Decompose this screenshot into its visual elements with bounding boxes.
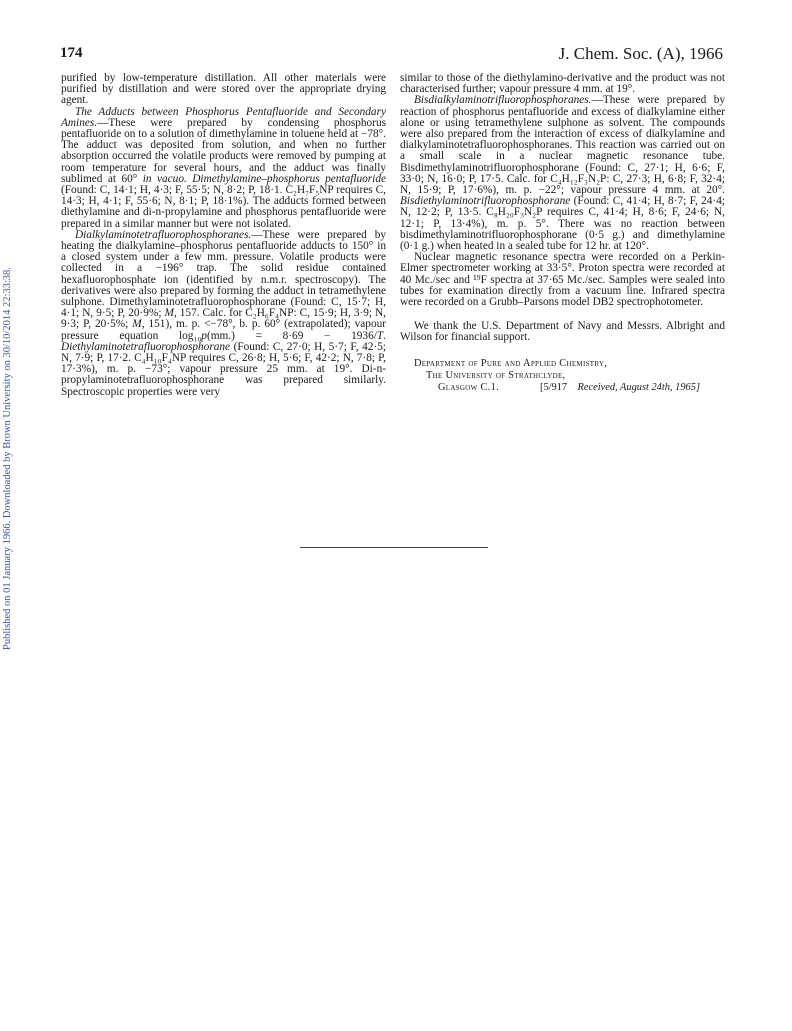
ref-number-text: [5/917 [540, 381, 568, 393]
paragraph: purified by low-temperature distillation. All other materials were purified by distillation and were stored over the appropriate drying agent. [61, 72, 386, 107]
section-heading: The Adducts between Phosphorus Pentafluoride and Secondary Amines. [61, 105, 386, 129]
paragraph-text: (Found: C, 27·0; H, 5·7; F, 42·5; N, 7·9; P, 17·2. C₄H₁₀F₄NP requires C, 26·8; H, 5·6; F, 42·2; N, 7·8; P, 17·3%), m. p. −73°; vapour pressure 25 mm. at 19°. Di-n-propylaminotetrafluorophosphorane was prepared similarly. Spectroscopic properties were very [61, 340, 386, 398]
received-date: Received, August 24th, 1965] [577, 381, 700, 393]
section-heading: Dialkylaminotetrafluorophosphoranes. [75, 228, 252, 241]
page-number: 174 [60, 45, 83, 61]
symbol: T [376, 329, 384, 342]
paragraph-text: —These were prepared by condensing phosphorus pentafluoride on to a solution of dimethylamine in toluene held at −78°. The adduct was deposited from solution, and when no further absorption occurred the volatile products were removed by pumping at room temperature for several hours, and the adduct was finally sublimed at 60° [61, 116, 386, 185]
right-column [400, 73, 725, 394]
paragraph-text: (Found: C, 41·4; H, 8·7; F, 24·4; N, 12·2; P, 13·5. C₈H₂₀F₃N₂P requires C, 41·4; H, 8·6; F, 24·6; N, 12·1; P, 13·4%), m. p. 5°. There was no reaction between bisdimethylaminotrifluorophosphorane (0·5 g.) and dimethylamine (0·1 g.) when heated in a sealed tube for 12 hr. at 120°. [400, 195, 725, 253]
paragraph: similar to those of the diethylamino-derivative and the product was not characterised further; vapour pressure 4 mm. at 19°. [400, 72, 725, 96]
address-row [400, 382, 725, 394]
address-line: Glasgow C.1. [438, 381, 499, 393]
acknowledgement: We thank the U.S. Department of Navy and Messrs. Albright and Wilson for financial support. [400, 320, 725, 344]
section-heading: Bisdialkylaminotrifluorophosphoranes. [414, 94, 592, 107]
paragraph-trifluoro [400, 95, 725, 252]
paragraph-text: (Found: C, 14·1; H, 4·3; F, 55·5; N, 8·2; P, 18·1. C₂H₇F₅NP requires C, 14·3; H, 4·1; F, 55·6; N, 8·1; P, 18·1%). The adducts formed between diethylamine and di-n-propylamine and phosphorus pentafluoride were prepared in a similar manner but were not isolated. [61, 184, 386, 230]
journal-title: J. Chem. Soc. (A), 1966 [558, 44, 723, 63]
address-line: The University of Strathclyde, [426, 369, 566, 381]
author-address [400, 358, 725, 394]
compound-name: Bisdiethylaminotrifluorophosphorane [400, 195, 571, 208]
paragraph-tetrafluoro [61, 230, 386, 398]
paragraph-text: (mm.) = 8·69 − 1936/ [206, 329, 377, 342]
download-stamp [2, 170, 16, 650]
end-rule [300, 547, 488, 548]
left-column [61, 73, 386, 398]
symbol: M [164, 307, 174, 320]
paragraph-text: —These were prepared by heating the dialkylamine–phosphorus pentafluoride adducts to 150° in a closed system under a few mm. pressure. Volatile products were collected in a −196° trap. The solid residue contained hexafluorophosphate ion (identified by n.m.r. spectroscopy). The derivatives were also prepared by forming the adduct in tetramethylene sulphone. Dimethylaminotetrafluorophosphorane (Found: C, 15·7; H, 4·1; N, 9·5; P, 20·9%; [61, 228, 386, 320]
italic-term: in vacuo. [142, 172, 187, 185]
compound-name: Dimethylamine–phosphorus pentafluoride [186, 172, 386, 185]
symbol: p [201, 329, 207, 342]
paragraph-text: —These were prepared by reaction of phosphorus pentafluoride and excess of dialkylamine either alone or using tetramethylene sulphone as solvent. The compounds were also prepared from the interaction of excess of dialkylamine and dialkylaminotetrafluorophosphoranes. This reaction was carried out on a small scale in a nuclear magnetic resonance tube. Bisdimethylaminotrifluorophosphorane (Found: C, 27·1; H, 6·6; F, 33·0; N, 16·0; P, 17·5. Calc. for C₄H₁₂F₃N₂P: C, 27·3; H, 6·8; F, 32·4; N, 15·9; P, 17·6%), m. p. −22°; vapour pressure 4 mm. at 20°. [400, 94, 725, 197]
paragraph-text: , 157. Calc. for C₂H₆F₄NP: C, 15·9; H, 3·9; N, 9·3; P, 20·5%; [61, 307, 387, 331]
paragraph-adducts [61, 107, 386, 230]
paragraph-text: . [383, 329, 386, 342]
paragraph-text: , 151), m. p. <−78°, b. p. 60° (extrapolated); vapour pressure equation log₁₀ [61, 318, 386, 342]
paragraph-nmr: Nuclear magnetic resonance spectra were recorded on a Perkin-Elmer spectrometer working at 33·5°. Proton spectra were recorded at 40 Mc./sec and ¹⁹F spectra at 37·65 Mc./sec. Samples were sealed into tubes for examination directly from a vacuum line. Infrared spectra were recorded on a Grubb–Parsons model DB2 spectrophotometer. [400, 251, 725, 309]
download-stamp-text: Published on 01 January 1966. Downloaded by Brown University on 30/10/2014 22:33:38. [2, 267, 13, 650]
address-line: Department of Pure and Applied Chemistry, [414, 357, 608, 369]
symbol: M [132, 318, 142, 331]
reference-number [540, 382, 700, 394]
compound-name: Diethylaminotetrafluorophosphorane [61, 340, 231, 353]
